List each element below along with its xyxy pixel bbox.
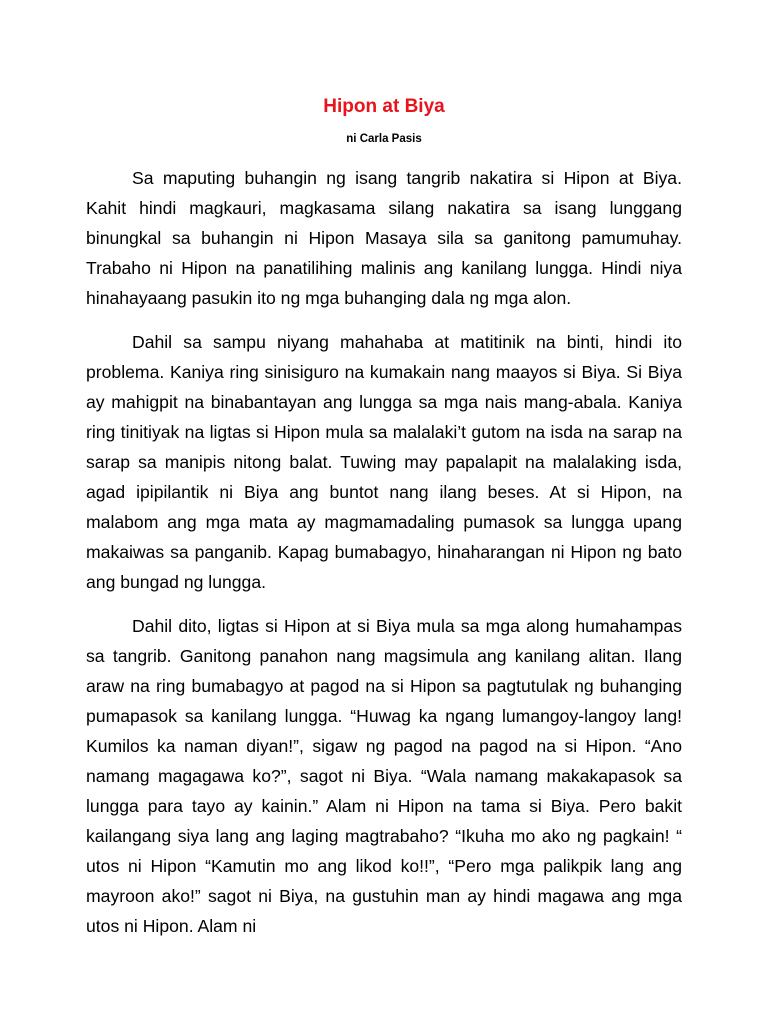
paragraph-3: Dahil dito, ligtas si Hipon at si Biya mula sa mga along humahampas sa tangrib. Ganitong panahon nang magsimula ang kanilang alitan. Ilang araw na ring bumabagyo at pagod na si Hipon sa pagtutulak ng buhanging pumapasok sa kanilang lungga. “Huwag ka ngang lumangoy-langoy lang! Kumilos ka naman diyan!”, sigaw ng pagod na pagod na si Hipon. “Ano namang magagawa ko?”, sagot ni Biya. “Wala namang makakapasok sa lungga para tayo ay kainin.” Alam ni Hipon na tama si Biya. Pero bakit kailangang siya lang ang laging magtrabaho? “Ikuha mo ako ng pagkain! “ utos ni Hipon “Kamutin mo ang likod ko!!”, “Pero mga palikpik lang ang mayroon ako!” sagot ni Biya, na gustuhin man ay hindi magawa ang mga utos ni Hipon. Alam ni [86,616,682,936]
paragraph-1: Sa maputing buhangin ng isang tangrib nakatira si Hipon at Biya. Kahit hindi magkauri, magkasama silang nakatira sa isang lunggang binungkal sa buhangin ni Hipon Masaya sila sa ganitong pamumuhay. Trabaho ni Hipon na panatilihing malinis ang kanilang lungga. Hindi niya hinahayaang pasukin ito ng mga buhanging dala ng mga alon. [86,168,682,308]
story-title: Hipon at Biya [323,96,445,117]
story-author: ni Carla Pasis [346,133,422,145]
paragraph-2: Dahil sa sampu niyang mahahaba at matitinik na binti, hindi ito problema. Kaniya ring sinisiguro na kumakain nang maayos si Biya. Si Biya ay mahigpit na binabantayan ang lungga sa mga nais mang-abala. Kaniya ring tinitiyak na ligtas si Hipon mula sa malalaki’t gutom na isda na sarap na sarap sa manipis nitong balat. Tuwing may papalapit na malalaking isda, agad ipipilantik ni Biya ang buntot nang ilang beses. At si Hipon, na malabom ang mga mata ay magmamadaling pumasok sa lungga upang makaiwas sa panganib. Kapag bumabagyo, hinaharangan ni Hipon ng bato ang bungad ng lungga. [86,332,682,592]
